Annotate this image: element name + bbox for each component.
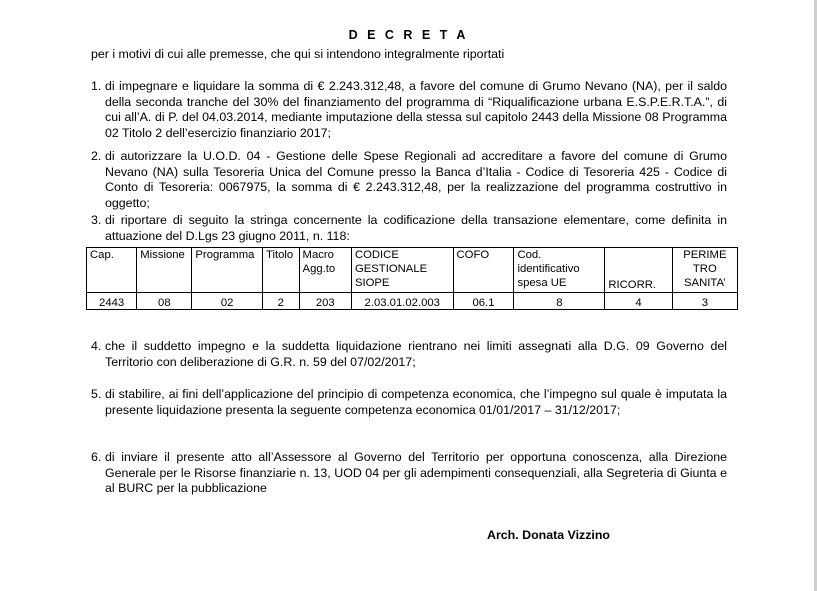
table-header-row (87, 248, 738, 293)
item-number: 6. (91, 450, 102, 464)
list-item-2 (91, 149, 727, 211)
table-header-cell: PERIME TRO SANITA’ (672, 248, 737, 293)
table-header-cell: Missione (137, 248, 192, 293)
list-item-5 (91, 387, 727, 418)
table-header-cell: Macro Agg.to (299, 248, 351, 293)
table-cell: 2.03.01.02.003 (351, 293, 453, 310)
signature: Arch. Donata Vizzino (487, 528, 611, 542)
item-text: di riportare di seguito la stringa concernente la codificazione della transazione elementare, come definita in attuazione del D.Lgs 23 giugno 2011, n. 118: (105, 213, 727, 243)
table-header-cell: Cap. (87, 248, 137, 293)
item-text: che il suddetto impegno e la suddetta liquidazione rientrano nei limiti assegnati alla D.G. 09 Governo del Territorio con deliberazione di G.R. n. 59 del 07/02/2017; (105, 339, 727, 369)
item-number: 1. (91, 79, 102, 93)
item-number: 5. (91, 387, 102, 401)
decree-intro: per i motivi di cui alle premesse, che qui si intendono integralmente riportati (91, 47, 505, 61)
item-text: di inviare il presente atto all’Assessore al Governo del Territorio per opportuna conoscenza, alla Direzione Generale per le Risorse finanziarie n. 13, UOD 04 per gli adempimenti consequenziali, alla Segreteria di Giunta e al BURC per la pubblicazione (105, 450, 727, 496)
item-number: 2. (91, 149, 102, 163)
table-row (87, 293, 738, 310)
list-item-3 (91, 213, 727, 244)
table-header-cell: CODICE GESTIONALE SIOPE (351, 248, 453, 293)
table-cell: 8 (514, 293, 605, 310)
item-text: di stabilire, ai fini dell’applicazione del principio di competenza economica, che l’impegno sul quale è imputata la presente liquidazione presenta la seguente competenza economica 01/01/2017 – 31/12/2017; (105, 387, 727, 417)
table-cell: 2 (262, 293, 299, 310)
table-cell: 06.1 (453, 293, 514, 310)
item-text: di autorizzare la U.O.D. 04 - Gestione delle Spese Regionali ad accreditare a favore del comune di Grumo Nevano (NA) sulla Tesoreria Unica del Comune presso la Banca d’Italia - Codice di Tesoreria 425 - Codice di Conto di Tesoreria: 0067975, la somma di € 2.243.312,48, per la realizzazione del programma costruttivo in oggetto; (105, 149, 727, 210)
table-header-cell: COFO (453, 248, 514, 293)
list-item-6 (91, 450, 727, 497)
decree-title: D E C R E T A (348, 28, 469, 42)
table-cell: 4 (605, 293, 672, 310)
table-header-cell: RICORR. (605, 248, 672, 293)
table-header-cell: Titolo (262, 248, 299, 293)
table-header-cell: Programma (192, 248, 263, 293)
table-cell: 203 (299, 293, 351, 310)
list-item-1 (91, 79, 727, 141)
item-number: 3. (91, 213, 102, 227)
table-cell: 2443 (87, 293, 137, 310)
item-text: di impegnare e liquidare la somma di € 2.243.312,48, a favore del comune di Grumo Nevano (NA), per il saldo della seconda tranche del 30% del finanziamento del programma di “Riqualificazione urbana E.S.P.E.R.T.A.”, di cui all’A. di P. del 04.03.2014, mediante imputazione della stessa sul capitolo 2443 della Missione 08 Programma 02 Titolo 2 dell’esercizio finanziario 2017; (105, 79, 727, 140)
list-item-4 (91, 339, 727, 370)
transaction-code-table (86, 247, 738, 310)
table-cell: 3 (672, 293, 737, 310)
table-header-cell: Cod. identificativo spesa UE (514, 248, 605, 293)
item-number: 4. (91, 339, 102, 353)
table-cell: 02 (192, 293, 263, 310)
table-cell: 08 (137, 293, 192, 310)
